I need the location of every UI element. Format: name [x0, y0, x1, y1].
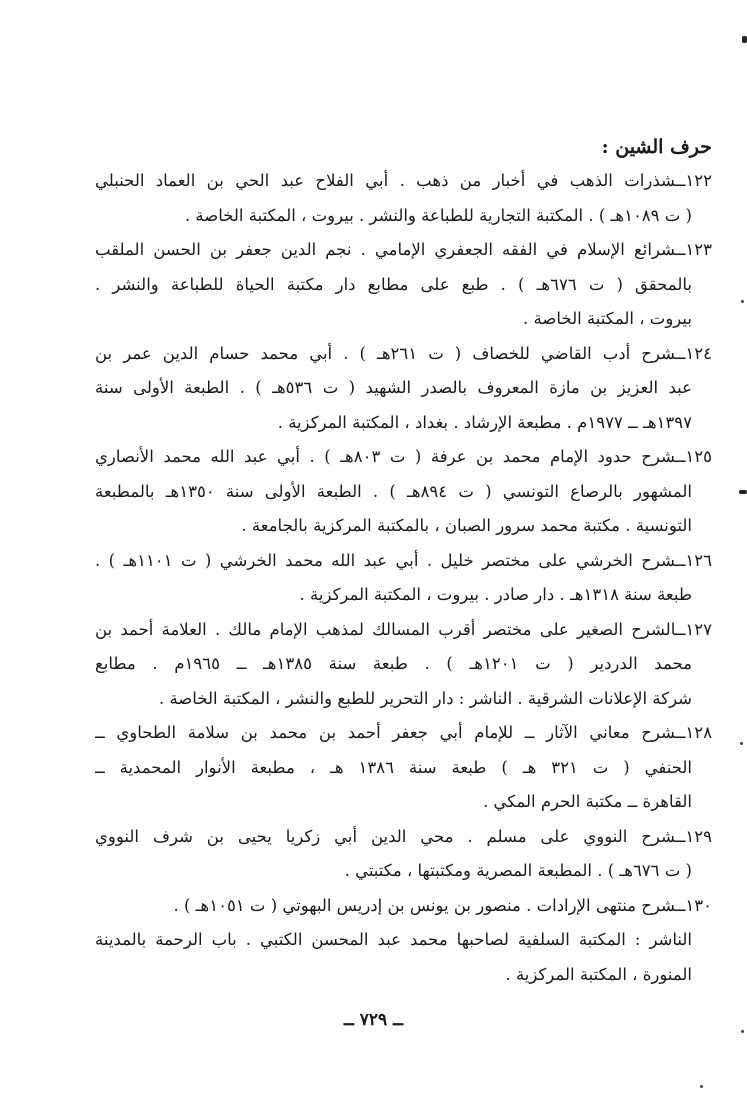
entry-text-line: شرح أدب القاضي للخصاف ( ت ٢٦١هـ ) . أبي محمد حسام الدين عمر بن [95, 343, 676, 363]
entry-number: ١٢٦ [685, 550, 712, 570]
scan-speck [741, 1030, 744, 1033]
entry-text-line: عبد العزيز بن مازة المعروف بالصدر الشهيد ( ت ٥٣٦هـ ) . الطبعة الأولى سنة [95, 378, 692, 397]
bibliography-entry-130 [95, 889, 712, 993]
entry-dash: ــ [675, 171, 686, 190]
entry-number: ١٢٨ [685, 723, 712, 742]
entry-text-line: الحنفي ( ت ٣٢١ هـ ) طبعة سنة ١٣٨٦ هـ ، مطبعة الأنوار المحمدية ــ [95, 757, 693, 777]
entry-dash: ــ [675, 826, 686, 846]
entry-text-line: ١٣٩٧هـ ــ ١٩٧٧م . مطبعة الإرشاد . بغداد ، المكتبة المركزية . [277, 412, 692, 432]
entry-dash: ــ [675, 343, 686, 363]
entry-text-line: ( ت ٦٧٦هـ ) . المطبعة المصرية ومكتبتها ، مكتبتي . [344, 861, 692, 880]
entry-dash: ــ [675, 240, 686, 259]
bibliography-entry-124 [95, 337, 712, 441]
scan-speck [740, 742, 743, 745]
entry-text-line: ( ت ١٠٨٩هـ ) . المكتبة التجارية للطباعة والنشر . بيروت ، المكتبة الخاصة . [184, 205, 692, 225]
entry-text-line: شذرات الذهب في أخبار من ذهب . أبي الفلاح عبد الحي بن العماد الحنبلي [95, 171, 676, 190]
bibliography-entry-123 [95, 233, 712, 337]
entry-number: ١٣٠ [685, 895, 712, 915]
entry-text-line: بالمحقق ( ت ٦٧٦هـ ) . طبع على مطابع دار مكتبة الحياة للطباعة والنشر . [95, 274, 692, 294]
entry-dash: ــ [675, 619, 686, 639]
entry-text-line: التونسية . مكتبة محمد سرور الصبان ، بالمكتبة المركزية بالجامعة . [241, 516, 692, 535]
entry-text-line: المشهور بالرصاع التونسي ( ت ٨٩٤هـ ) . الطبعة الأولى سنة ١٣٥٠هـ بالمطبعة [95, 481, 692, 501]
entry-dash: ــ [675, 550, 686, 570]
entry-text-line: محمد الدردير ( ت ١٢٠١هـ ) . طبعة سنة ١٣٨٥هـ ــ ١٩٦٥م . مطابع [95, 654, 692, 673]
entry-number: ١٢٩ [685, 826, 712, 846]
entry-dash: ــ [675, 447, 686, 466]
entry-dash: ــ [675, 895, 686, 915]
entry-number: ١٢٤ [685, 343, 712, 363]
section-heading: حرف الشين : [601, 136, 712, 158]
bibliography-entry-129 [95, 820, 712, 889]
page-number: ــ ٧٢٩ ــ [343, 1010, 404, 1030]
entry-text-line: شرح حدود الإمام محمد بن عرفة ( ت ٨٠٣هـ ) . أبي عبد الله محمد الأنصاري [95, 447, 676, 466]
scan-edge-mark [742, 36, 747, 43]
entry-text-line: الشرح الصغير على مختصر أقرب المسالك لمذهب الإمام مالك . العلامة أحمد بن [95, 619, 676, 639]
entry-text-line: بيروت ، المكتبة الخاصة . [523, 309, 692, 328]
scan-speck [700, 1085, 703, 1088]
entry-first-line [95, 337, 712, 372]
entry-dash: ــ [675, 723, 686, 742]
entry-text-line: المنورة ، المكتبة المركزية . [505, 964, 692, 984]
entry-first-line [95, 544, 712, 579]
entry-first-line [95, 820, 712, 855]
entry-first-line [95, 440, 712, 475]
scan-speck [741, 300, 744, 303]
bibliography-entry-127 [95, 613, 712, 717]
entry-first-line [95, 613, 712, 648]
entry-number: ١٢٧ [685, 619, 712, 639]
entry-first-line [95, 716, 712, 751]
entry-text-line: شرح معاني الآثار ــ للإمام أبي جعفر أحمد بن محمد بن سلامة الطحاوي ــ [95, 723, 676, 742]
bibliography-entry-128 [95, 716, 712, 820]
entry-text-line: الناشر : المكتبة السلفية لصاحبها محمد عبد المحسن الكتبي . باب الرحمة بالمدينة [95, 930, 692, 949]
entry-number: ١٢٢ [685, 171, 712, 190]
bibliography-entry-122 [95, 164, 712, 233]
text-block [95, 130, 712, 992]
entry-number: ١٢٣ [685, 240, 712, 259]
entry-first-line [95, 889, 712, 924]
entry-first-line [95, 164, 712, 199]
entry-first-line [95, 233, 712, 268]
bibliography-entry-126 [95, 544, 712, 613]
entry-text-line: شرائع الإسلام في الفقه الجعفري الإمامي . نجم الدين جعفر بن الحسن الملقب [95, 240, 676, 259]
entry-text-line: شرح الخرشي على مختصر خليل . أبي عبد الله محمد الخرشي ( ت ١١٠١هـ ) . [95, 550, 676, 570]
entry-text-line: طبعة سنة ١٣١٨هـ . دار صادر . بيروت ، المكتبة المركزية . [299, 585, 692, 604]
scan-edge-mark [739, 490, 747, 494]
entry-number: ١٢٥ [685, 447, 712, 466]
entry-text-line: شركة الإعلانات الشرقية . الناشر : دار التحرير للطبع والنشر ، المكتبة الخاصة . [158, 688, 692, 708]
entry-text-line: شرح النووي على مسلم . محي الدين أبي زكريا يحيى بن شرف النووي [95, 826, 676, 846]
bibliography-entry-125 [95, 440, 712, 544]
entry-text-line: شرح منتهى الإرادات . منصور بن يونس بن إدريس البهوتي ( ت ١٠٥١هـ ) . [173, 895, 676, 915]
entry-text-line: القاهرة ــ مكتبة الحرم المكي . [483, 792, 692, 811]
